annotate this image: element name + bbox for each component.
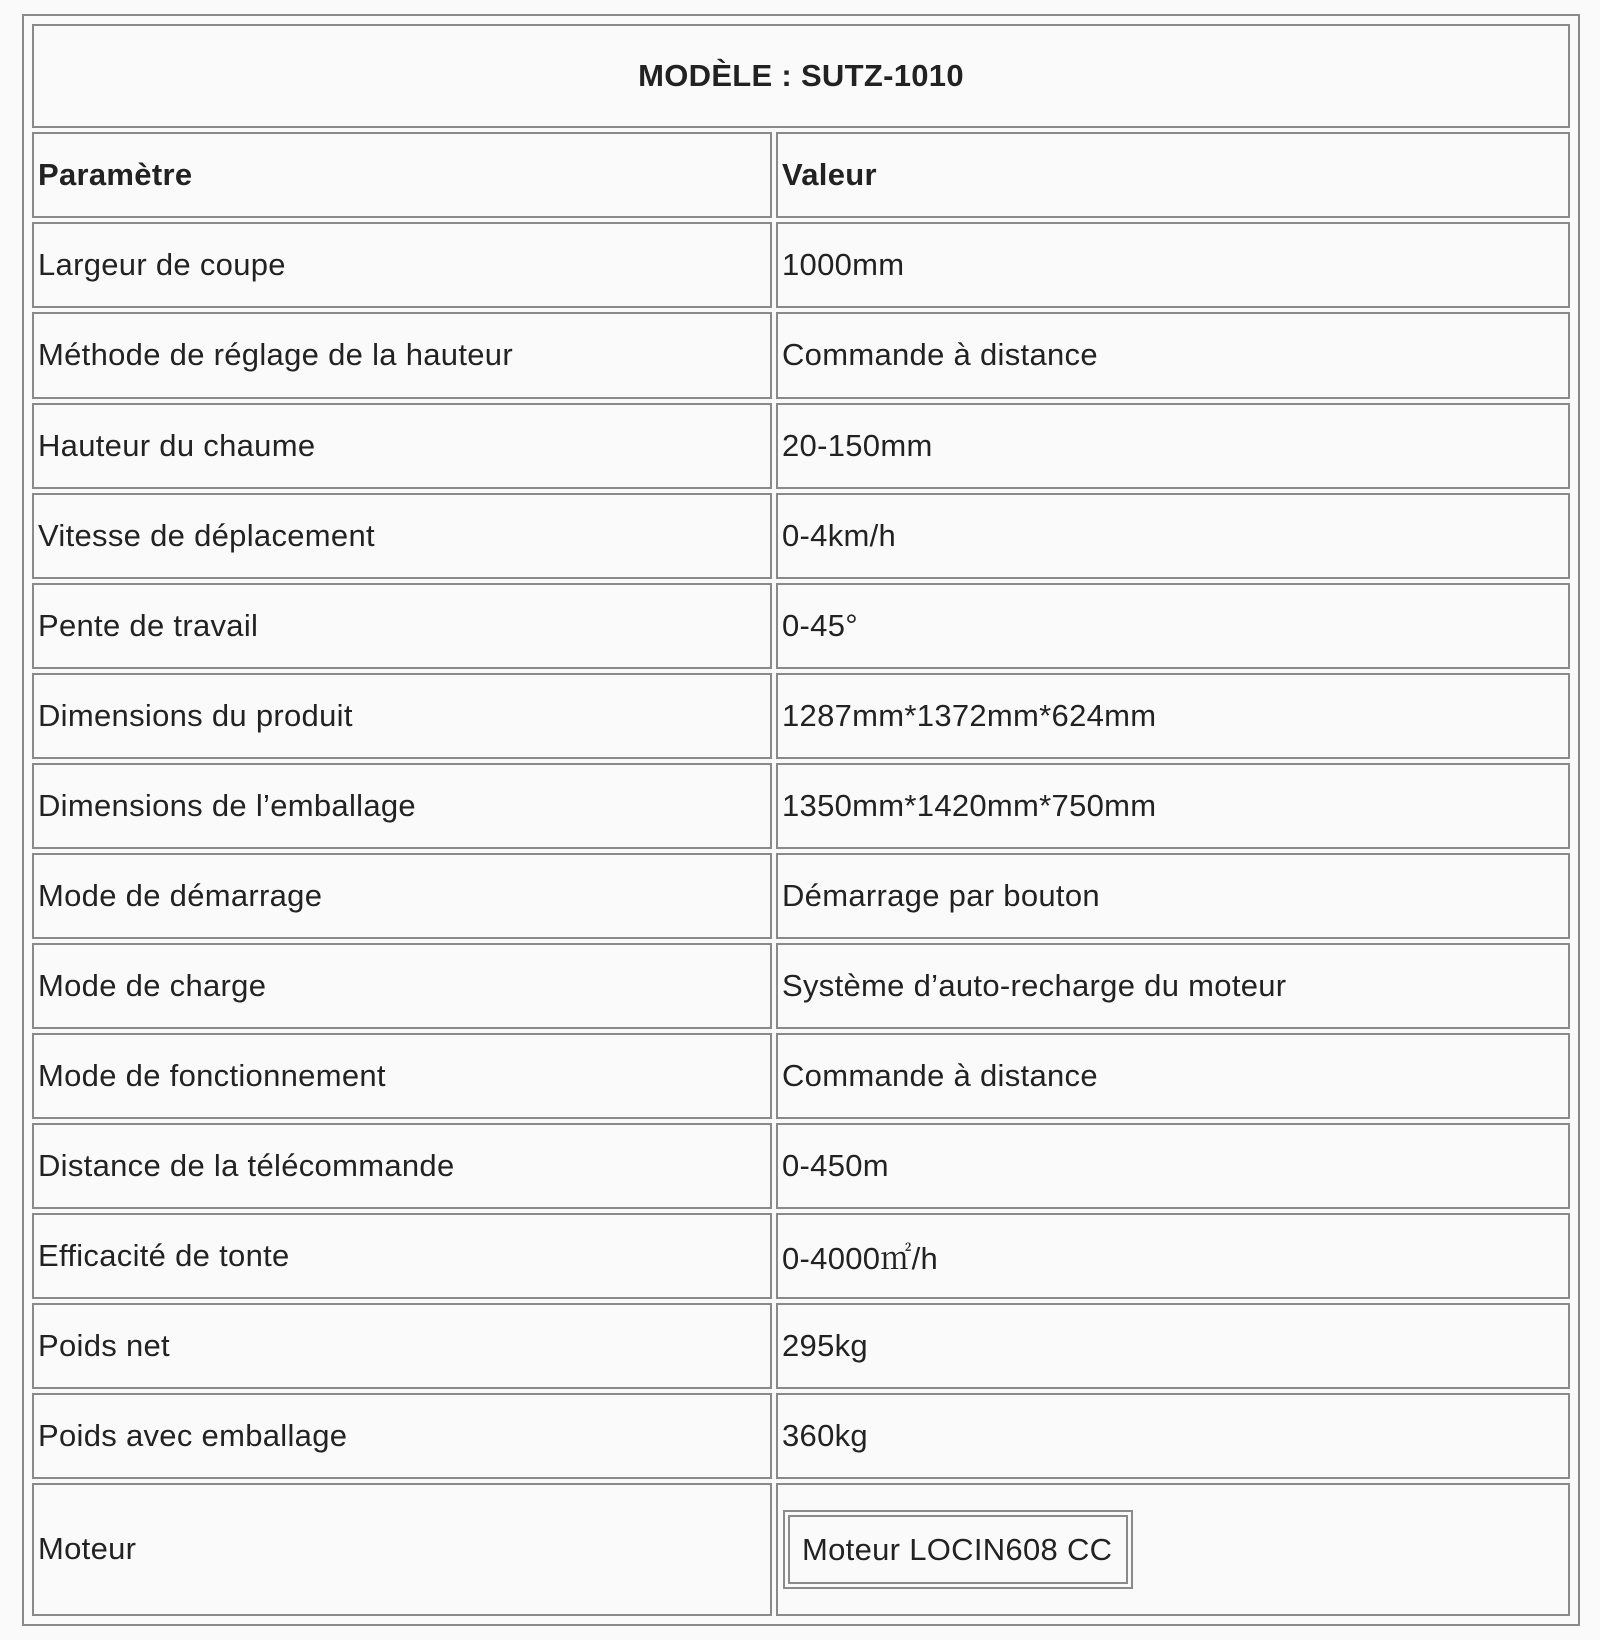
table-row (32, 673, 1570, 759)
table-row (32, 1483, 1570, 1616)
table-row (32, 312, 1570, 398)
table-row (32, 1033, 1570, 1119)
value-cell: 1287mm*1372mm*624mm (776, 673, 1570, 759)
table-row (32, 403, 1570, 489)
table-row (32, 1123, 1570, 1209)
table-title: MODÈLE : SUTZ-1010 (32, 24, 1570, 128)
param-cell: Dimensions de l’emballage (32, 763, 772, 849)
table-title-row (32, 24, 1570, 128)
table-row (32, 853, 1570, 939)
table-row (32, 493, 1570, 579)
param-cell: Hauteur du chaume (32, 403, 772, 489)
param-cell: Largeur de coupe (32, 222, 772, 308)
param-cell: Poids avec emballage (32, 1393, 772, 1479)
param-cell: Vitesse de déplacement (32, 493, 772, 579)
param-cell: Mode de démarrage (32, 853, 772, 939)
value-cell: 1000mm (776, 222, 1570, 308)
spec-table-frame (22, 14, 1580, 1626)
param-cell: Moteur (32, 1483, 772, 1616)
nested-table (783, 1510, 1133, 1589)
param-cell: Pente de travail (32, 583, 772, 669)
value-cell (776, 1483, 1570, 1616)
value-cell: 0-450m (776, 1123, 1570, 1209)
value-cell: 1350mm*1420mm*750mm (776, 763, 1570, 849)
param-cell: Efficacité de tonte (32, 1213, 772, 1299)
value-cell: 0-45° (776, 583, 1570, 669)
param-cell: Mode de charge (32, 943, 772, 1029)
table-row (32, 763, 1570, 849)
table-row (32, 943, 1570, 1029)
spec-table (28, 20, 1574, 1620)
param-cell: Dimensions du produit (32, 673, 772, 759)
param-cell: Distance de la télécommande (32, 1123, 772, 1209)
table-row (32, 1303, 1570, 1389)
value-cell: 20-150mm (776, 403, 1570, 489)
table-header-row (32, 132, 1570, 218)
nested-cell: Moteur LOCIN608 CC (788, 1515, 1128, 1584)
column-header-value: Valeur (776, 132, 1570, 218)
value-cell: 295kg (776, 1303, 1570, 1389)
value-cell: 0-4000㎡/h (776, 1213, 1570, 1299)
table-row (32, 1213, 1570, 1299)
value-cell: Commande à distance (776, 1033, 1570, 1119)
column-header-parameter: Paramètre (32, 132, 772, 218)
table-row (32, 1393, 1570, 1479)
table-row (32, 583, 1570, 669)
param-cell: Méthode de réglage de la hauteur (32, 312, 772, 398)
table-row (32, 222, 1570, 308)
param-cell: Poids net (32, 1303, 772, 1389)
value-cell: 360kg (776, 1393, 1570, 1479)
value-cell: Système d’auto-recharge du moteur (776, 943, 1570, 1029)
value-cell: Démarrage par bouton (776, 853, 1570, 939)
value-cell: Commande à distance (776, 312, 1570, 398)
value-cell: 0-4km/h (776, 493, 1570, 579)
param-cell: Mode de fonctionnement (32, 1033, 772, 1119)
